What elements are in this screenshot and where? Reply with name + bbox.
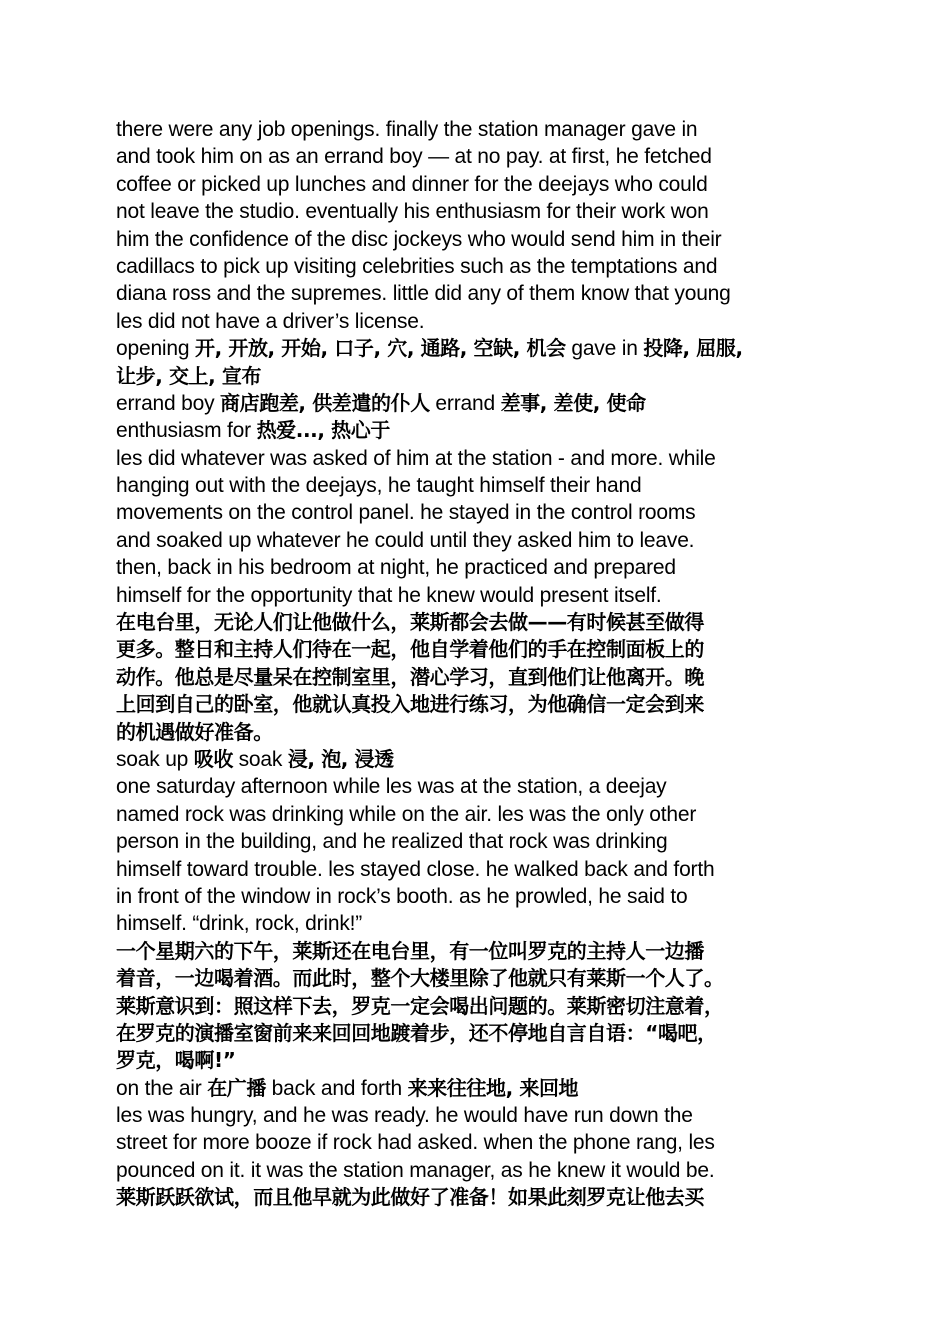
text-line <box>116 746 846 773</box>
text-line <box>116 910 846 937</box>
text-line <box>116 390 846 417</box>
text-segment: movements on the control panel. he stayed in the control rooms <box>116 501 696 525</box>
bold-text-segment: 商店跑差, 供差遣的仆人 <box>220 390 430 415</box>
text-segment: hanging out with the deejays, he taught himself their hand <box>116 474 642 498</box>
text-segment: person in the building, and he realized that rock was drinking <box>116 830 668 854</box>
bold-text-segment: 在广播 <box>207 1075 267 1100</box>
text-line <box>116 472 846 499</box>
text-line <box>116 499 846 526</box>
text-line <box>116 636 846 663</box>
text-line <box>116 226 846 253</box>
text-line <box>116 993 846 1020</box>
text-segment: errand <box>429 391 501 415</box>
text-segment: named rock was drinking while on the air. les was the only other <box>116 802 697 826</box>
text-segment: not leave the studio. eventually his enthusiasm for their work won <box>116 200 709 224</box>
text-line <box>116 143 846 170</box>
text-line <box>116 198 846 225</box>
text-segment: les did not have a driver’s license. <box>116 309 425 333</box>
bold-text-segment: 吸收 <box>193 746 233 771</box>
text-line <box>116 883 846 910</box>
bold-text-segment: 上回到自己的卧室，他就认真投入地进行练习，为他确信一定会到来 <box>116 692 704 717</box>
text-line <box>116 773 846 800</box>
text-line <box>116 1047 846 1074</box>
bold-text-segment: 在电台里，无论人们让他做什么，莱斯都会去做——有时候甚至做得 <box>116 610 704 635</box>
text-segment: himself. “drink, rock, drink!” <box>116 912 363 936</box>
text-segment: errand boy <box>116 391 221 415</box>
bold-text-segment: 一个星期六的下午，莱斯还在电台里，有一位叫罗克的主持人一边播 <box>116 938 704 963</box>
text-line <box>116 1157 846 1184</box>
text-line <box>116 664 846 691</box>
text-segment: himself toward trouble. les stayed close. he walked back and forth <box>116 857 715 881</box>
bold-text-segment: 着音，一边喝着酒。而此时，整个大楼里除了他就只有莱斯一个人了。 <box>116 966 724 991</box>
text-segment: on the air <box>116 1076 208 1100</box>
text-line <box>116 828 846 855</box>
text-line <box>116 1184 846 1211</box>
text-line <box>116 308 846 335</box>
bold-text-segment: 的机遇做好准备。 <box>116 719 273 744</box>
text-segment: gave in <box>565 337 644 361</box>
bold-text-segment: 投降, 屈服, <box>643 336 743 361</box>
text-segment: opening <box>116 337 195 361</box>
text-line <box>116 691 846 718</box>
bold-text-segment: 更多。整日和主持人们待在一起，他自学着他们的手在控制面板上的 <box>116 637 704 662</box>
text-line <box>116 554 846 581</box>
text-line <box>116 171 846 198</box>
document-page <box>116 116 846 1212</box>
text-line <box>116 582 846 609</box>
text-segment: soak <box>233 747 288 771</box>
text-segment: les did whatever was asked of him at the station - and more. while <box>116 446 716 470</box>
text-segment: pounced on it. it was the station manager, as he knew it would be. <box>116 1158 715 1182</box>
text-line <box>116 417 846 444</box>
text-line <box>116 253 846 280</box>
text-line <box>116 938 846 965</box>
text-segment: and soaked up whatever he could until they asked him to leave. <box>116 528 695 552</box>
text-line <box>116 856 846 883</box>
text-line <box>116 1075 846 1102</box>
text-segment: there were any job openings. finally the station manager gave in <box>116 118 698 141</box>
text-segment: one saturday afternoon while les was at the station, a deejay <box>116 775 667 799</box>
text-segment: les was hungry, and he was ready. he would have run down the <box>116 1104 693 1128</box>
text-line <box>116 527 846 554</box>
text-line <box>116 335 846 362</box>
text-segment: diana ross and the supremes. little did any of them know that young <box>116 282 731 306</box>
text-segment: enthusiasm for <box>116 419 257 443</box>
text-line <box>116 801 846 828</box>
bold-text-segment: 浸, 泡, 浸透 <box>287 746 394 771</box>
text-segment: him the confidence of the disc jockeys who would send him in their <box>116 227 722 251</box>
bold-text-segment: 在罗克的演播室窗前来来回回地踱着步，还不停地自言自语：“喝吧， <box>116 1020 717 1045</box>
text-line <box>116 280 846 307</box>
bold-text-segment: 热爱..., 热心于 <box>256 418 390 443</box>
bold-text-segment: 莱斯跃跃欲试，而且他早就为此做好了准备！如果此刻罗克让他去买 <box>116 1185 704 1210</box>
bold-text-segment: 让步, 交上, 宣布 <box>116 363 262 388</box>
text-segment: himself for the opportunity that he knew would present itself. <box>116 583 662 607</box>
bold-text-segment: 来来往往地, 来回地 <box>407 1075 579 1100</box>
bold-text-segment: 开, 开放, 开始, 口子, 穴, 通路, 空缺, 机会 <box>194 336 566 361</box>
text-line <box>116 445 846 472</box>
bold-text-segment: 动作。他总是尽量呆在控制室里，潜心学习，直到他们让他离开。晚 <box>116 664 704 689</box>
text-segment: and took him on as an errand boy — at no pay. at first, he fetched <box>116 145 712 169</box>
text-segment: back and forth <box>266 1076 408 1100</box>
text-segment: then, back in his bedroom at night, he practiced and prepared <box>116 556 676 580</box>
text-line <box>116 1020 846 1047</box>
text-segment: street for more booze if rock had asked. when the phone rang, les <box>116 1131 715 1155</box>
text-line <box>116 116 846 143</box>
text-line <box>116 609 846 636</box>
text-line <box>116 965 846 992</box>
text-line <box>116 719 846 746</box>
bold-text-segment: 罗克，喝啊!” <box>116 1048 236 1073</box>
bold-text-segment: 莱斯意识到：照这样下去，罗克一定会喝出问题的。莱斯密切注意着， <box>116 993 724 1018</box>
text-segment: coffee or picked up lunches and dinner for the deejays who could <box>116 172 708 196</box>
text-line <box>116 1129 846 1156</box>
text-segment: soak up <box>116 747 194 771</box>
text-line <box>116 363 846 390</box>
text-segment: in front of the window in rock’s booth. as he prowled, he said to <box>116 884 688 908</box>
text-segment: cadillacs to pick up visiting celebrities such as the temptations and <box>116 254 718 278</box>
text-line <box>116 1102 846 1129</box>
bold-text-segment: 差事, 差使, 使命 <box>500 390 646 415</box>
